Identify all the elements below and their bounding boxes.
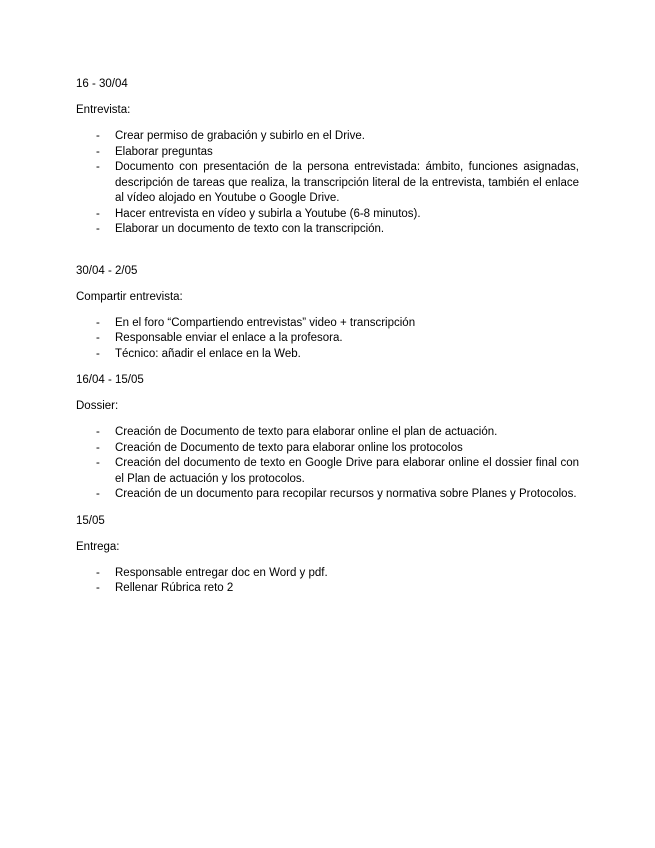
document-body [76, 77, 579, 597]
bullet-dash: - [96, 161, 100, 173]
list-item: - En el foro “Compartiendo entrevistas” video + transcripción [76, 316, 579, 332]
bullet-dash: - [96, 332, 100, 344]
list-item: - Elaborar un documento de texto con la transcripción. [76, 222, 579, 238]
section-entrevista [76, 77, 579, 238]
section-date: 15/05 [76, 514, 105, 527]
section-date: 16/04 - 15/05 [76, 374, 144, 386]
list-item: - Creación de Documento de texto para elaborar online los protocolos [76, 441, 579, 457]
task-list [76, 129, 579, 238]
section-entrega [76, 514, 579, 597]
section-heading: Compartir entrevista: [76, 290, 183, 303]
list-item: - Elaborar preguntas [76, 145, 579, 161]
list-item: - Técnico: añadir el enlace en la Web. [76, 347, 579, 363]
bullet-dash: - [96, 566, 100, 579]
bullet-dash: - [96, 347, 100, 360]
bullet-dash: - [96, 223, 100, 235]
bullet-dash: - [96, 457, 100, 469]
bullet-dash: - [96, 426, 100, 438]
bullet-dash: - [96, 130, 100, 142]
section-heading: Entrevista: [76, 104, 131, 116]
task-list [76, 566, 579, 597]
bullet-dash: - [96, 316, 100, 329]
section-dossier [76, 373, 579, 503]
section-compartir-entrevista [76, 264, 579, 363]
list-item: - Rellenar Rúbrica reto 2 [76, 581, 579, 597]
bullet-dash: - [96, 488, 100, 500]
list-item: - Crear permiso de grabación y subirlo en el Drive. [76, 129, 579, 145]
bullet-dash: - [96, 582, 100, 594]
list-item: - Creación del documento de texto en Google Drive para elaborar online el dossier final con el Plan de actuación y los protocolos. [96, 457, 579, 485]
task-list [76, 316, 579, 363]
bullet-dash: - [96, 145, 100, 158]
list-item: - Responsable entregar doc en Word y pdf. [76, 566, 579, 582]
list-item: - Hacer entrevista en vídeo y subirla a Youtube (6-8 minutos). [76, 207, 579, 223]
section-heading: Dossier: [76, 400, 119, 412]
bullet-dash: - [96, 207, 100, 220]
section-date: 16 - 30/04 [76, 78, 128, 90]
section-heading: Entrega: [76, 540, 120, 553]
list-item: - Documento con presentación de la persona entrevistada: ámbito, funciones asignadas, descripción de tareas que realiza, la transcripción literal de la entrevista, también el enlace al vídeo alojado en Youtube o Google Drive. [96, 161, 579, 204]
list-item: - Creación de Documento de texto para elaborar online el plan de actuación. [76, 425, 579, 441]
list-item: - Responsable enviar el enlace a la profesora. [76, 331, 579, 347]
section-date: 30/04 - 2/05 [76, 264, 138, 277]
list-item: - Creación de un documento para recopilar recursos y normativa sobre Planes y Protocolos. [76, 487, 579, 503]
task-list [76, 425, 579, 503]
bullet-dash: - [96, 441, 100, 454]
